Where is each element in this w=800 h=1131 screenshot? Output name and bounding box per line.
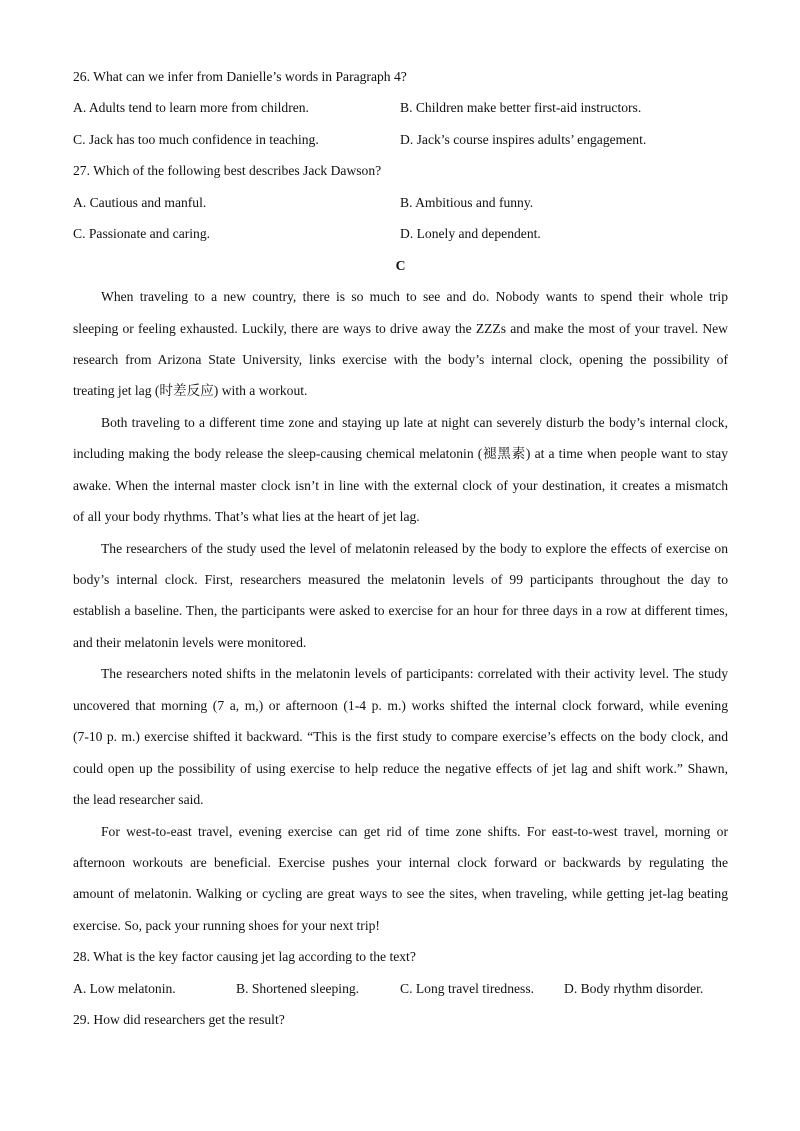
paragraph-4-line: could open up the possibility of using exercise to help reduce the negative effects of jet lag and shift work.” Shawn, <box>73 760 728 776</box>
paragraph-5-line: For west-to-east travel, evening exercise can get rid of time zone shifts. For east-to-west travel, morning or <box>101 823 728 839</box>
q26-stem-row <box>73 66 728 97</box>
option-A: A. Adults tend to learn more from children. <box>73 100 309 116</box>
paragraph-line <box>73 789 728 820</box>
paragraph-line <box>73 852 728 883</box>
section-heading-row <box>73 255 728 286</box>
paragraph-line <box>73 915 728 946</box>
option-D: D. Jack’s course inspires adults’ engagement. <box>400 131 647 147</box>
option-B: B. Ambitious and funny. <box>400 194 534 210</box>
q28-options-row <box>73 978 728 1009</box>
paragraph-2-line: of all your body rhythms. That’s what lies at the heart of jet lag. <box>73 509 420 525</box>
paragraph-2-line: Both traveling to a different time zone and staying up late at night can severely disturb the body’s internal clock, <box>101 414 728 430</box>
paragraph-line <box>73 286 728 317</box>
paragraph-2-line: awake. When the internal master clock isn’t in line with the external clock of your destination, it creates a mismatch <box>73 477 728 493</box>
option-B: B. Shortened sleeping. <box>236 980 360 996</box>
q29-stem: 29. How did researchers get the result? <box>73 1012 285 1028</box>
paragraph-line <box>73 600 728 631</box>
paragraph-4-line: uncovered that morning (7 a, m,) or afternoon (1-4 p. m.) works shifted the internal clock forward, while evening <box>73 697 728 713</box>
q27-options-row <box>73 192 728 223</box>
option-A: A. Low melatonin. <box>73 980 176 996</box>
option-B: B. Children make better first-aid instructors. <box>400 100 642 116</box>
paragraph-line <box>73 538 728 569</box>
option-D: D. Body rhythm disorder. <box>564 980 704 996</box>
paragraph-3-line: The researchers of the study used the level of melatonin released by the body to explore the effects of exercise on <box>101 540 728 556</box>
paragraph-line <box>73 412 728 443</box>
paragraph-line <box>73 349 728 380</box>
paragraph-line <box>73 726 728 757</box>
paragraph-line <box>73 475 728 506</box>
q27-stem-row <box>73 160 728 191</box>
paragraph-4-line: the lead researcher said. <box>73 792 204 808</box>
paragraph-line <box>73 380 728 411</box>
q29-stem-row <box>73 1009 728 1040</box>
paragraph-line <box>73 443 728 474</box>
q26-options-row <box>73 97 728 128</box>
option-C: C. Long travel tiredness. <box>400 980 535 996</box>
q28-stem-row <box>73 946 728 977</box>
paragraph-3-line: and their melatonin levels were monitored. <box>73 634 307 650</box>
q28-stem: 28. What is the key factor causing jet lag according to the text? <box>73 949 416 965</box>
paragraph-5-line: exercise. So, pack your running shoes for your next trip! <box>73 917 380 933</box>
paragraph-4-line: The researchers noted shifts in the melatonin levels of participants: correlated with their activity level. The study <box>101 666 728 682</box>
paragraph-line <box>73 663 728 694</box>
paragraph-line <box>73 821 728 852</box>
option-A: A. Cautious and manful. <box>73 194 207 210</box>
paragraph-2-line: including making the body release the sleep-causing chemical melatonin (褪黑素) at a time when people want to stay <box>73 446 728 462</box>
section-heading: C <box>395 257 406 273</box>
paragraph-line <box>73 883 728 914</box>
paragraph-line <box>73 569 728 600</box>
paragraph-1-line: research from Arizona State University, links exercise with the body’s internal clock, opening the possibility of <box>73 351 728 367</box>
q27-options-row <box>73 223 728 254</box>
option-C: C. Jack has too much confidence in teaching. <box>73 131 319 147</box>
option-D: D. Lonely and dependent. <box>400 226 541 242</box>
option-C: C. Passionate and caring. <box>73 226 211 242</box>
paragraph-line <box>73 318 728 349</box>
q26-stem: 26. What can we infer from Danielle’s words in Paragraph 4? <box>73 69 407 84</box>
paragraph-1-line: When traveling to a new country, there is so much to see and do. Nobody wants to spend their whole trip <box>101 289 728 305</box>
paragraph-line <box>73 506 728 537</box>
paragraph-1-line: treating jet lag (时差反应) with a workout. <box>73 383 308 399</box>
q27-stem: 27. Which of the following best describes Jack Dawson? <box>73 163 382 179</box>
paragraph-4-line: (7-10 p. m.) exercise shifted it backward. “This is the first study to compare exercise’s effects on the body clock, and <box>73 729 728 745</box>
paragraph-3-line: body’s internal clock. First, researchers measured the melatonin levels of 99 participants throughout the day to <box>73 572 728 587</box>
paragraph-line <box>73 695 728 726</box>
paragraph-line <box>73 758 728 789</box>
paragraph-line <box>73 632 728 663</box>
q26-options-row <box>73 129 728 160</box>
document-page <box>73 66 728 1041</box>
paragraph-5-line: afternoon workouts are beneficial. Exercise pushes your internal clock forward or backwards by regulating the <box>73 854 728 870</box>
paragraph-1-line: sleeping or feeling exhausted. Luckily, there are ways to drive away the ZZZs and make the most of your travel. New <box>73 320 728 336</box>
paragraph-3-line: establish a baseline. Then, the participants were asked to exercise for an hour for three days in a row at different times, <box>73 603 728 619</box>
paragraph-5-line: amount of melatonin. Walking or cycling are great ways to see the sites, when traveling, while getting jet-lag beating <box>73 886 728 902</box>
